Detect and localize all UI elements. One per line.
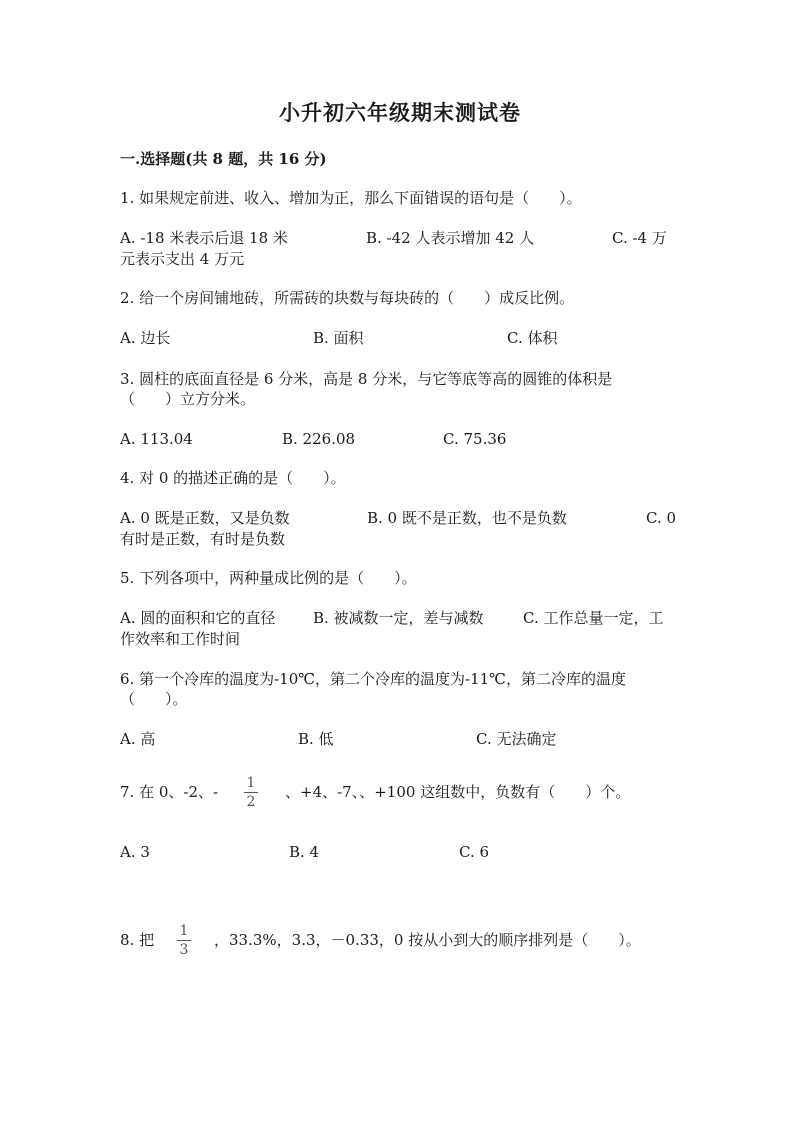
question-7-option-a: A. 3 [120,843,150,861]
question-5-option-c: C. 工作总量一定，工 [523,609,664,627]
question-4-stem: 4. 对 0 的描述正确的是（ ）。 [120,469,346,487]
section-heading: 一.选择题(共 8 题，共 16 分) [120,150,327,168]
question-5-stem: 5. 下列各项中，两种量成比例的是（ ）。 [120,569,417,587]
question-8-stem-end: ，33.3%，3.3，－0.33，0 按从小到大的顺序排列是（ ）。 [214,931,641,949]
fraction-numerator: 1 [179,923,189,939]
question-7-option-b: B. 4 [289,843,320,861]
question-6-option-c: C. 无法确定 [476,730,557,748]
question-2-stem: 2. 给一个房间铺地砖，所需砖的块数与每块砖的（ ）成反比例。 [120,289,575,307]
question-8-fraction [174,923,194,958]
question-1-option-c: C. -4 万 [612,229,667,247]
fraction-bar [177,940,191,941]
question-7-stem-start: 7. 在 0、-2、- [120,783,219,801]
question-1-option-c-continued: 元表示支出 4 万元 [120,250,245,268]
question-2-option-b: B. 面积 [313,329,364,347]
question-5-option-a: A. 圆的面积和它的直径 [120,609,276,627]
question-3-option-c: C. 75.36 [443,430,507,448]
question-3-stem-continued: （ ）立方分米。 [120,390,256,408]
question-1-option-b: B. -42 人表示增加 42 人 [366,229,535,247]
question-4-option-c: C. 0 [646,509,677,527]
question-3-option-a: A. 113.04 [120,430,193,448]
question-4-option-c-continued: 有时是正数，有时是负数 [120,530,286,548]
page-title: 小升初六年级期末测试卷 [279,100,521,125]
question-3-option-b: B. 226.08 [282,430,356,448]
question-3-stem: 3. 圆柱的底面直径是 6 分米，高是 8 分米，与它等底等高的圆锥的体积是 [120,370,613,388]
question-4-option-b: B. 0 既不是正数，也不是负数 [367,509,567,527]
question-8-stem-start: 8. 把 [120,931,155,949]
fraction-bar [244,792,258,793]
question-1-stem: 1. 如果规定前进、收入、增加为正，那么下面错误的语句是（ ）。 [120,189,582,207]
fraction-denominator: 2 [246,794,256,810]
question-7-fraction [241,775,261,810]
question-6-stem: 6. 第一个冷库的温度为-10℃，第二个冷库的温度为-11℃，第二冷库的温度 [120,670,626,688]
fraction-denominator: 3 [179,942,189,958]
question-5-option-c-continued: 作效率和工作时间 [120,630,241,648]
question-7-stem-end: 、+4、-7、、+100 这组数中，负数有（ ）个。 [285,783,631,801]
question-5-option-b: B. 被减数一定，差与减数 [313,609,484,627]
question-6-stem-continued: （ ）。 [120,690,188,708]
question-2-option-a: A. 边长 [120,329,171,347]
question-6-option-b: B. 低 [298,730,334,748]
question-2-option-c: C. 体积 [507,329,558,347]
question-4-option-a: A. 0 既是正数，又是负数 [120,509,290,527]
question-7-option-c: C. 6 [459,843,490,861]
fraction-numerator: 1 [246,775,256,791]
question-6-option-a: A. 高 [120,730,156,748]
question-1-option-a: A. -18 米表示后退 18 米 [120,229,288,247]
